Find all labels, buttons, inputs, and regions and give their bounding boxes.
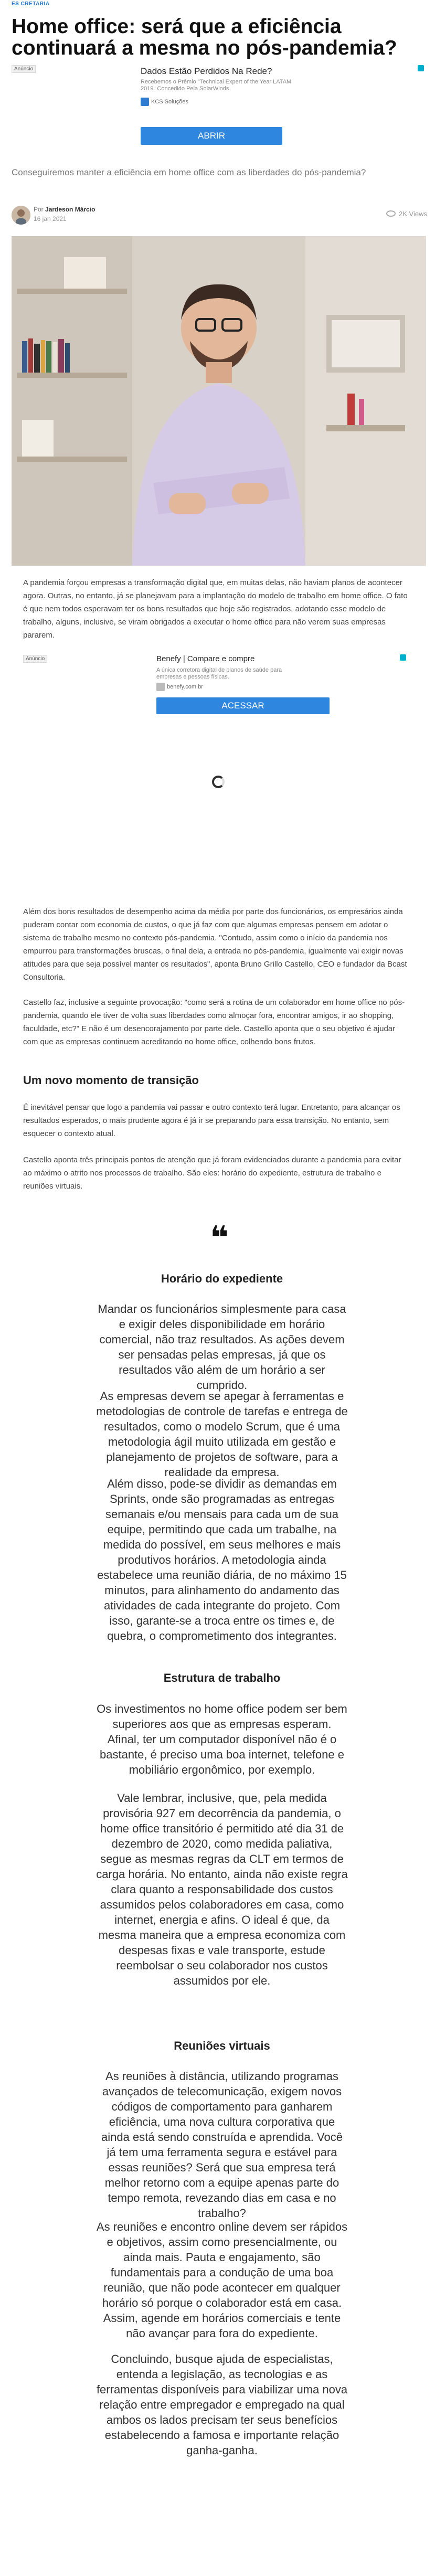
ad2-subtitle: A única corretora digital de planos de saúde para empresas e pessoas físicas. (156, 667, 282, 680)
paragraph-4: É inevitável pensar que logo a pandemia vai passar e outro contexto terá lugar. Entretanto, para alcançar os resultados esperados, o mais prudente agora é já ir se preparando para essa transição. No entanto, sem esquecer o contexto atual. (23, 1103, 400, 1138)
ad-label: Anúncio (12, 65, 36, 73)
article-hero-photo (12, 236, 426, 566)
article-headline: Home office: será que a eficiência continuará a mesma no pós-pandemia? (12, 15, 397, 59)
article-dek: Conseguiremos manter a eficiência em home office com as liberdades do pós-pandemia? (12, 167, 366, 177)
heading-horario-expediente: Horário do expediente (161, 1272, 283, 1285)
author-prefix: Por (34, 206, 44, 213)
paragraph-5: Castello aponta três principais pontos de atenção que já foram evidenciados durante a pandemia para evitar ao máximo o atrito nos processos de trabalho. São eles: horário do expediente, estrutura de trabalho e reuniões virtuais. (23, 1156, 401, 1191)
ad2-brand-logo-icon (156, 683, 165, 691)
quote-icon: ❝ (210, 1220, 229, 1255)
views-count: 2K Views (399, 210, 427, 218)
heading-reunioes-virtuais: Reuniões virtuais (174, 2039, 270, 2052)
estrutura-paragraph-2: Vale lembrar, inclusive, que, pela medida provisória 927 em decorrência da pandemia, o home office transitório é permitido até dia 31 de dezembro de 2020, como medida paliativa, segue as mesmas regras da CLT em termos de carga horária. No entanto, ainda não existe regra clara quanto a responsabilidade dos custos assumidos pelos colaboradores em casa, como internet, energia e afins. O ideal é que, da mesma maneira que a empresa economiza com despesas fixas e vale transporte, estude reembolsar o seu colaborador nos custos assumidos por ele. (96, 1791, 348, 1987)
ad-brand (141, 98, 188, 106)
author-avatar[interactable] (12, 206, 30, 225)
ad-label-2: Anúncio (23, 655, 47, 663)
paragraph-3: Castello faz, inclusive a seguinte provocação: "como será a rotina de um colaborador em home office no pós-pandemia, quando ele tiver de volta suas liberdades como almoçar fora, encontrar amigos, ir ao shopping, faculdade, etc?" E não é um desencorajamento por parte dele. Castello aponta que o seu objetivo é ajudar com que as empresas continuem acreditando no home office, colhendo bons frutos. (23, 998, 405, 1046)
estrutura-paragraph-1: Os investimentos no home office podem ser bem superiores aos que as empresas esperam. Afinal, ter um computador disponível não é o bastante, é preciso uma boa internet, telefone e mobiliário ergonômico, por exemplo. (97, 1702, 347, 1776)
ad-brand-logo-icon (141, 98, 149, 106)
adchoices-icon-2[interactable] (400, 654, 406, 661)
ad-subtitle: Recebemos o Prêmio "Technical Expert of the Year LATAM 2019" Concedido Pela SolarWinds (141, 79, 292, 92)
paragraph-1: A pandemia forçou empresas a transformação digital que, em muitas delas, não haviam planos de acontecer agora. Outras, no entanto, já se planejavam para a implantação do modelo de trabalho em home office. O fato é que nem todos esperavam ter os bons resultados que hoje são registrados, adotando esse modelo de trabalho, alguns, inclusive, se viram obrigados a executar o home office para não verem suas empresas pararem. (23, 578, 408, 640)
horario-paragraph-1: Mandar os funcionários simplesmente para casa e exigir deles disponibilidade em horário comercial, não traz resultados. As ações devem ser pensadas pelas empresas, já que os resultados vão além de um horário a ser cumprido. (98, 1302, 346, 1392)
ad2-brand-name: benefy.com.br (167, 683, 203, 690)
ad-open-button[interactable]: ABRIR (141, 127, 282, 145)
author-name[interactable]: Jardeson Márcio (45, 206, 96, 213)
heading-estrutura-trabalho: Estrutura de trabalho (163, 1671, 281, 1684)
horario-paragraph-3: Além disso, pode-se dividir as demandas em Sprints, onde são programadas as entregas semanais e/ou mensais para cada um de sua equipe, permitindo que cada um trabalhe, na medida do possível, em seus melhores e mais produtivos horários. A metodologia ainda estabelece uma reunião diária, de no máximo 15 minutos, para alinhamento do andamento das atividades de cada integrante do projeto. Com isso, garante-se a troca entre os times e, de quebra, o comprometimento dos integrantes. (97, 1477, 347, 1642)
loading-spinner-icon (212, 776, 225, 788)
reunioes-paragraph-2: As reuniões e encontro online devem ser rápidos e objetivos, assim como presencialmente, ou ainda mais. Pauta e engajamento, são fundamentais para a condução de uma boa reunião, que não pode acontecer em qualquer horário só porque o colaborador está em casa. Assim, agende em horários comerciais e tente não avançar para fora do expediente. (96, 2220, 348, 2340)
reunioes-paragraph-3: Concluindo, busque ajuda de especialistas, entenda a legislação, as tecnologias e as ferramentas disponíveis para viabilizar uma nova relação entre empregador e empregado na qual ambos os lados precisam ter seus benefícios estabelecendo a famosa e importante relação ganha-ganha. (96, 2352, 348, 2457)
horario-paragraph-2: As empresas devem se apegar à ferramentas e metodologias de controle de tarefas e entrega de resultados, como o modelo Scrum, que é uma metodologia ágil muito utilizada em gestão e planejamento de projetos de software, para a realidade da empresa. (96, 1390, 348, 1479)
author-byline (34, 206, 95, 213)
paragraph-2: Além dos bons resultados de desempenho acima da média por parte dos funcionários, os empresários ainda puderam contar com economia de custos, o que já faz com que algumas empresas pensem em adotar o sistema de trabalho mesmo no contexto pós-pandemia. "Contudo, assim como o início da pandemia nos empurrou para transformações bruscas, o final dela, a entrada no pós-pandemia, igualmente vai exigir novas atitudes para que seja possível manter os resultados", aponta Bruno Grillo Castello, CEO e fundador da Bcast Consultoria. (23, 907, 407, 982)
ad-access-button[interactable]: ACESSAR (156, 697, 330, 714)
publish-date: 16 jan 2021 (34, 215, 67, 222)
ad-banner-2[interactable] (156, 654, 419, 733)
section-tag[interactable]: ES CRETARIA (12, 1, 50, 7)
ad-brand-name: KCS Soluções (151, 98, 188, 105)
eye-icon (386, 210, 396, 217)
ad-title[interactable]: Dados Estão Perdidos Na Rede? (141, 66, 272, 76)
ad-banner-1[interactable] (141, 64, 424, 148)
section-heading-novo-momento: Um novo momento de transição (23, 1074, 199, 1087)
adchoices-icon[interactable] (418, 65, 424, 71)
reunioes-paragraph-1: As reuniões à distância, utilizando programas avançados de telecomunicação, exigem novos códigos de comportamento para ganharem eficiência, uma nova cultura corporativa que ainda está sendo construída e aprendida. Você já tem uma ferramenta segura e estável para essas reuniões? Será que sua empresa terá melhor retorno com a equipe apenas parte do tempo remota, revezando dias em casa e no trabalho? (101, 2070, 343, 2220)
ad2-brand (156, 683, 203, 691)
ad2-title[interactable]: Benefy | Compare e compre (156, 654, 255, 663)
